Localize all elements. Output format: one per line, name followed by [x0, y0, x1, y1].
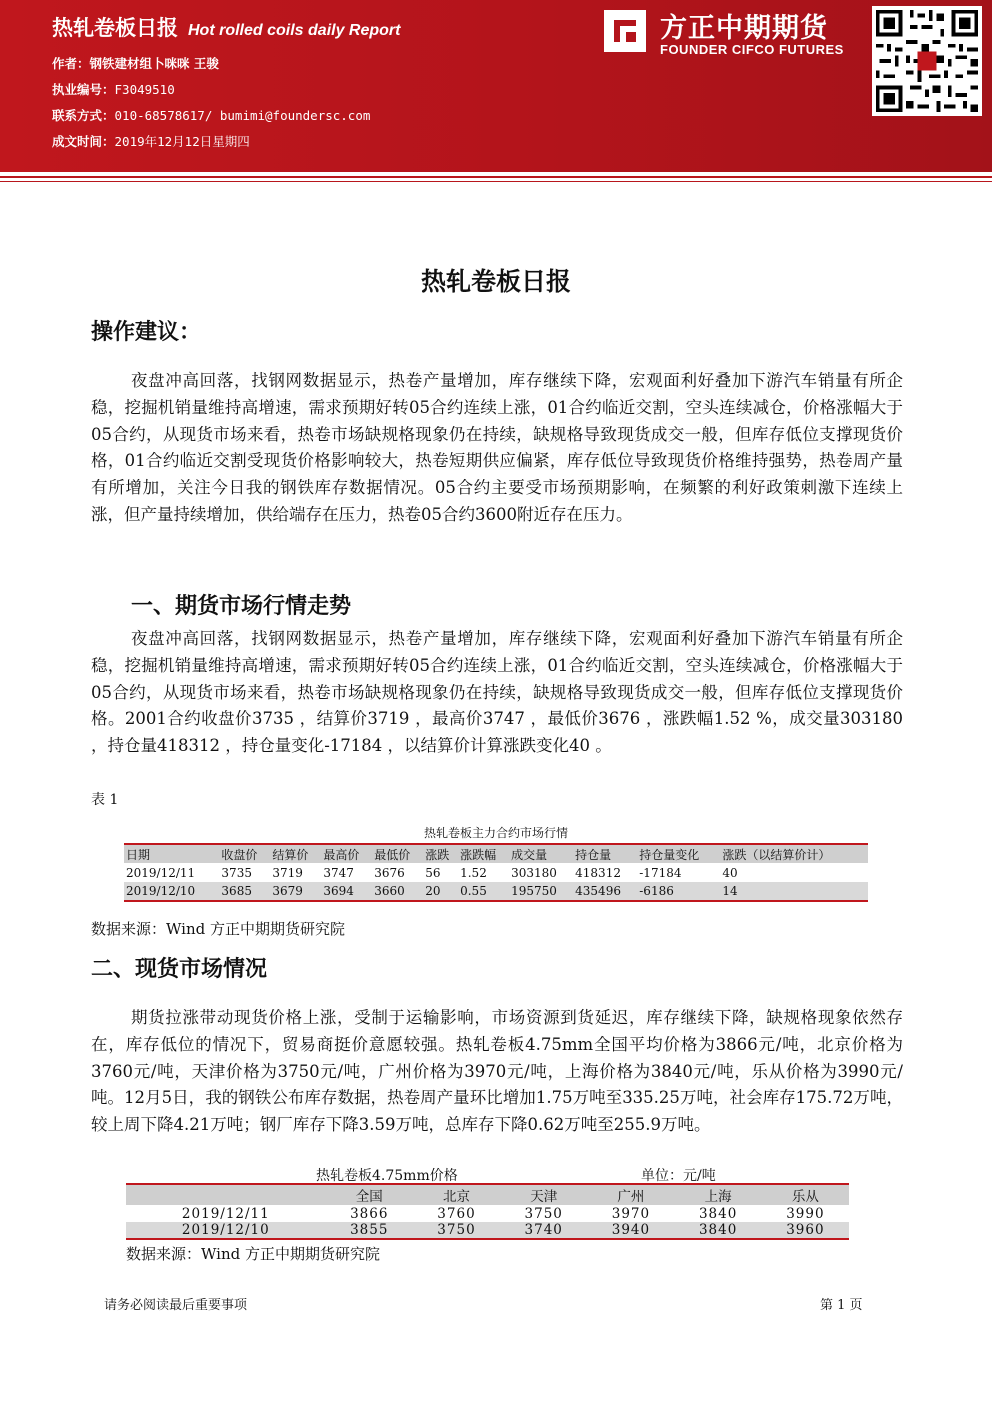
table-1-label: 表 1	[91, 792, 119, 808]
logo-text-cn: 方正中期期货	[660, 13, 828, 44]
author-value: 钢铁建材组卜咪咪 王骏	[89, 56, 219, 71]
table-cell: 195750	[509, 882, 573, 901]
column-header: 上海	[675, 1184, 762, 1205]
table-cell: 3940	[587, 1222, 674, 1239]
table-cell: 3679	[270, 882, 321, 901]
table-cell: 20	[423, 882, 458, 901]
column-header: 结算价	[270, 844, 321, 863]
table-cell: 3866	[350, 1205, 389, 1222]
table-cell: 3990	[786, 1205, 825, 1222]
table-cell: 40	[722, 865, 738, 880]
column-header: 收盘价	[219, 844, 270, 863]
futures-market-table	[124, 843, 868, 902]
header-rule-thin	[0, 181, 992, 182]
table-cell: 3719	[272, 865, 303, 880]
table-cell: 2019/12/10	[124, 882, 219, 901]
column-header: 全国	[326, 1184, 413, 1205]
report-header	[0, 0, 992, 172]
table-1-source: 数据来源：Wind 方正中期期货研究院	[91, 920, 345, 938]
logo-text-en: FOUNDER CIFCO FUTURES	[660, 42, 844, 57]
advice-paragraph: 夜盘冲高回落，找钢网数据显示，热卷产量增加，库存继续下降，宏观面利好叠加下游汽车销量有所企稳，挖掘机销量维持高增速，需求预期好转05合约连续上涨，01合约临近交割，空头连续减仓，价格涨幅大于05合约，从现货市场来看，热卷市场缺规格现象仍在持续，缺规格导致现货成交一般，但库存低位支撑现货价格，01合约临近交割受现货价格影响较大，热卷短期供应偏紧，库存低位导致现货价格维持强势，热卷周产量有所增加，关注今日我的钢铁库存数据情况。05合约主要受市场预期影响，在频繁的利好政策刺激下连续上涨，但产量持续增加，供给端存在压力，热卷05合约3600附近存在压力。	[91, 371, 903, 524]
table-cell: 3747	[323, 865, 354, 880]
table-cell: 3960	[762, 1222, 849, 1239]
founder-logo-icon	[604, 10, 646, 52]
column-header: 乐从	[762, 1184, 849, 1205]
spot-paragraph: 期货拉涨带动现货价格上涨，受制于运输影响，市场资源到货延迟，库存继续下降，缺规格现象依然存在，库存低位的情况下，贸易商挺价意愿较强。热轧卷板4.75mm全国平均价格为3866元/吨，北京价格为3760元/吨，天津价格为3750元/吨，广州价格为3970元/吨，上海价格为3840元/吨，乐从价格为3990元/吨。12月5日，我的钢铁公布库存数据，热卷周产量环比增加1.75万吨至335.25万吨，社会库存175.72万吨，较上周下降4.21万吨；钢厂库存下降3.59万吨，总库存下降0.62万吨至255.9万吨。	[91, 1008, 903, 1135]
column-header: 涨跌幅	[458, 844, 509, 863]
page-number: 第 1 页	[820, 1298, 863, 1313]
table-cell: 14	[720, 882, 868, 901]
column-header: 最低价	[372, 844, 423, 863]
table-cell: 2019/12/11	[126, 865, 196, 880]
column-header: 涨跌（以结算价计）	[720, 844, 868, 863]
table-cell: 418312	[575, 865, 621, 880]
table-1-title: 热轧卷板主力合约市场行情	[423, 826, 568, 840]
date-value: 2019年12月12日星期四	[114, 134, 250, 149]
heading-futures-market: 一、期货市场行情走势	[131, 594, 352, 619]
table-cell: 3760	[437, 1205, 476, 1222]
document-title: 热轧卷板日报	[420, 267, 571, 296]
spot-price-table	[126, 1183, 849, 1240]
table-cell: 435496	[573, 882, 637, 901]
table-header-row	[126, 1184, 849, 1205]
table-cell: 3750	[413, 1222, 500, 1239]
table-row	[124, 863, 868, 882]
table-2-source: 数据来源：Wind 方正中期期货研究院	[126, 1245, 380, 1263]
table-cell: 3750	[524, 1205, 563, 1222]
contact-value[interactable]: 010-68578617/ bumimi@foundersc.com	[114, 108, 371, 123]
column-header: 广州	[587, 1184, 674, 1205]
table-cell: 303180	[511, 865, 557, 880]
table-header-row	[124, 844, 868, 863]
license-line: 执业编号：F3049510	[52, 82, 175, 97]
table-row	[124, 882, 868, 901]
table-cell: 3694	[321, 882, 372, 901]
table-cell: 3970	[611, 1205, 651, 1222]
table-cell: -17184	[639, 865, 682, 880]
header-title-cn: 热轧卷板日报	[52, 16, 178, 40]
table-cell: 56	[425, 865, 441, 880]
column-header	[126, 1184, 326, 1205]
table-cell: 3855	[326, 1222, 413, 1239]
table-row	[126, 1205, 849, 1222]
table-2-unit: 单位：元/吨	[641, 1168, 716, 1184]
heading-spot-market: 二、现货市场情况	[91, 957, 268, 982]
table-cell: 0.55	[458, 882, 509, 901]
column-header: 持仓量变化	[637, 844, 720, 863]
header-title-en: Hot rolled coils daily Report	[188, 22, 401, 39]
table-cell: 3660	[372, 882, 423, 901]
table-cell: 3735	[221, 865, 252, 880]
contact-line: 联系方式：010-68578617/ bumimi@foundersc.com	[52, 108, 371, 123]
footer-notice: 请务必阅读最后重要事项	[104, 1298, 248, 1313]
table-cell: -6186	[637, 882, 720, 901]
heading-advice: 操作建议：	[91, 320, 202, 345]
column-header: 涨跌	[423, 844, 458, 863]
futures-paragraph: 夜盘冲高回落，找钢网数据显示，热卷产量增加，库存继续下降，宏观面利好叠加下游汽车销量有所企稳，挖掘机销量维持高增速，需求预期好转05合约连续上涨，01合约临近交割，空头连续减仓，价格涨幅大于05合约，从现货市场来看，热卷市场缺规格现象仍在持续，缺规格导致现货成交一般，但库存低位支撑现货价格。2001合约收盘价3735 ，结算价3719 ，最高价3747 ，最低价3676 ，涨跌幅1.52 %，成交量303180 ，持仓量418312 ，持仓量变化-17184 ，以结算价计算涨跌变化40 。	[91, 629, 903, 756]
table-cell: 3685	[219, 882, 270, 901]
table-cell: 3676	[374, 865, 405, 880]
table-2-title: 热轧卷板4.75mm价格	[316, 1168, 458, 1184]
date-line: 成文时间：2019年12月12日星期四	[52, 134, 250, 149]
table-cell: 3840	[675, 1222, 762, 1239]
license-value: F3049510	[114, 82, 175, 97]
column-header: 成交量	[509, 844, 573, 863]
table-cell: 1.52	[460, 865, 487, 880]
header-rule	[0, 176, 992, 178]
column-header: 日期	[124, 844, 219, 863]
column-header: 持仓量	[573, 844, 637, 863]
table-row	[126, 1222, 849, 1239]
column-header: 北京	[413, 1184, 500, 1205]
table-cell: 3740	[500, 1222, 587, 1239]
table-cell: 3840	[698, 1205, 738, 1222]
author-line: 作者：钢铁建材组卜咪咪 王骏	[52, 56, 219, 71]
qr-code-icon	[872, 6, 982, 116]
column-header: 最高价	[321, 844, 372, 863]
table-cell: 2019/12/10	[126, 1222, 326, 1239]
header-title	[52, 12, 400, 42]
table-cell: 2019/12/11	[181, 1205, 270, 1222]
column-header: 天津	[500, 1184, 587, 1205]
